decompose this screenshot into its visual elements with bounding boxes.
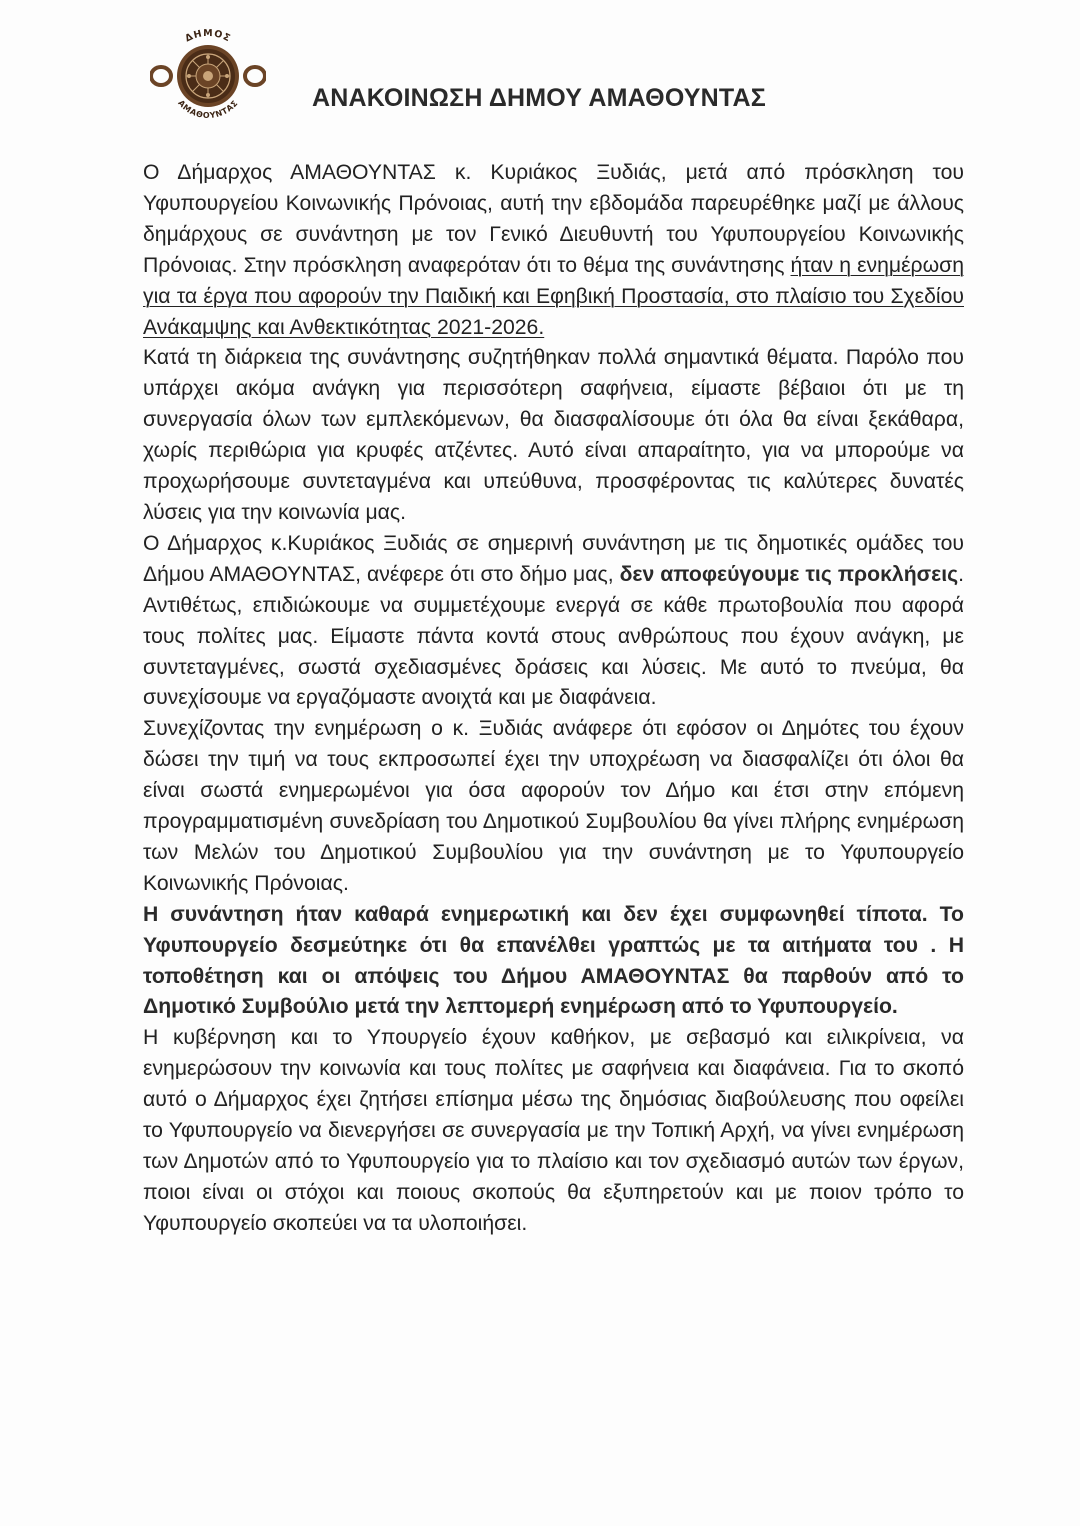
bold-text: δεν αποφεύγουμε τις προκλήσεις xyxy=(619,562,959,586)
paragraph-municipal-groups xyxy=(143,529,964,714)
paragraph-text: Ο Δήμαρχος ΑΜΑΘΟΥΝΤΑΣ κ. Κυριάκος Ξυδιάς, μετά από πρόσκληση του Υφυπουργείου Κοινωνικής Πρόνοιας, αυτή την εβδομάδα παρευρέθηκε μαζί με άλλους δημάρχους σε συνάντηση με τον Γενικό Διευθυντή του Υφυπουργείου Κοινωνικής Πρόνοιας. Στην πρόσκληση αναφερόταν ότι το θέμα της συνάντησης xyxy=(143,161,964,277)
paragraph-text: . Αντιθέτως, επιδιώκουμε να συμμετέχουμε ενεργά σε κάθε πρωτοβουλία που αφορά τους πολίτες μας. Είμαστε πάντα κοντά στους ανθρώπους που έχουν ανάγκη, με συντεταγμένες, σωστά σχεδιασμένες δράσεις και λύσεις. Με αυτό το πνεύμα, θα συνεχίσουμε να εργαζόμαστε ανοιχτά και με διαφάνεια. xyxy=(143,562,964,710)
announcement-body xyxy=(143,158,964,1240)
paragraph-council-briefing: Συνεχίζοντας την ενημέρωση ο κ. Ξυδιάς ανάφερε ότι εφόσον οι Δημότες του έχουν δώσει την τιμή να τους εκπροσωπεί έχει την υποχρέωση να διασφαλίζει ότι όλοι θα είναι σωστά ενημερωμένοι για όσα αφορούν τον Δήμο και έτσι στην επόμενη προγραμματισμένη συνεδρίαση του Δημοτικού Συμβουλίου θα γίνει πλήρης ενημέρωση των Μελών του Δημοτικού Συμβουλίου για την συνάντηση με το Υφυπουργείο Κοινωνικής Πρόνοιας. xyxy=(143,717,964,895)
underlined-text: ήταν η ενημέρωση για τα έργα που αφορούν την Παιδική και Εφηβική Προστασία, στο πλαίσιο του Σχεδίου Ανάκαμψης και Ανθεκτικότητας 2021-2026. xyxy=(143,253,964,339)
paragraph-text: Ο Δήμαρχος κ.Κυριάκος Ξυδιάς σε σημερινή συνάντηση με τις δημοτικές ομάδες του Δήμου ΑΜΑΘΟΥΝΤΑΣ, ανέφερε ότι στο δήμο μας, xyxy=(143,531,964,586)
paragraph-discussion: Κατά τη διάρκεια της συνάντησης συζητήθηκαν πολλά σημαντικά θέματα. Παρόλο που υπάρχει ακόμα ανάγκη για περισσότερη σαφήνεια, είμαστε βέβαιοι ότι με τη συνεργασία όλων των εμπλεκόμενων, θα διασφαλίσουμε ότι όλα θα είναι ξεκάθαρα, χωρίς περιθώρια για κρυφές ατζέντες. Αυτό είναι απαραίτητο, για να μπορούμε να προχωρήσουμε συντεταγμένα και υπεύθυνα, προσφέροντας τις καλύτερες δυνατές λύσεις για την κοινωνία μας. xyxy=(143,346,964,524)
municipality-seal-logo xyxy=(150,18,266,134)
paragraph-consultation: Η κυβέρνηση και το Υπουργείο έχουν καθήκον, με σεβασμό και ειλικρίνεια, να ενημερώσουν την κοινωνία και τους πολίτες με σαφήνεια και διαφάνεια. Για το σκοπό αυτό ο Δήμαρχος έχει ζητήσει επίσημα μέσω της δημόσιας διαβούλευσης που οφείλει το Υφυπουργείο να διενεργήσει σε συνεργασία με την Τοπική Αρχή, να γίνει ενημέρωση των Δημοτών από το Υφυπουργείο για το πλαίσιο και τον σχεδιασμό αυτών των έργων, ποιοι είναι οι στόχοι και ποιους σκοπούς θα εξυπηρετούν και με ποιον τρόπο το Υφυπουργείο σκοπεύει να τα υλοποιήσει. xyxy=(143,1026,964,1235)
paragraph-bold-statement: Η συνάντηση ήταν καθαρά ενημερωτική και δεν έχει συμφωνηθεί τίποτα. Το Υφυπουργείο δεσμεύτηκε ότι θα επανέλθει γραπτώς με τα αιτήματα του . Η τοποθέτηση και οι απόψεις του Δήμου ΑΜΑΘΟΥΝΤΑΣ θα παρθούν από το Δημοτικό Συμβούλιο μετά την λεπτομερή ενημέρωση από το Υφυπουργείο. xyxy=(143,902,964,1019)
page-title: ΑΝΑΚΟΙΝΩΣΗ ΔΗΜΟΥ ΑΜΑΘΟΥΝΤΑΣ xyxy=(312,84,766,112)
paragraph-invitation xyxy=(143,158,964,343)
svg-text:ΔΗΜΟΣ: ΔΗΜΟΣ xyxy=(183,27,233,45)
svg-text:ΑΜΑΘΟΥΝΤΑΣ: ΑΜΑΘΟΥΝΤΑΣ xyxy=(176,98,240,121)
